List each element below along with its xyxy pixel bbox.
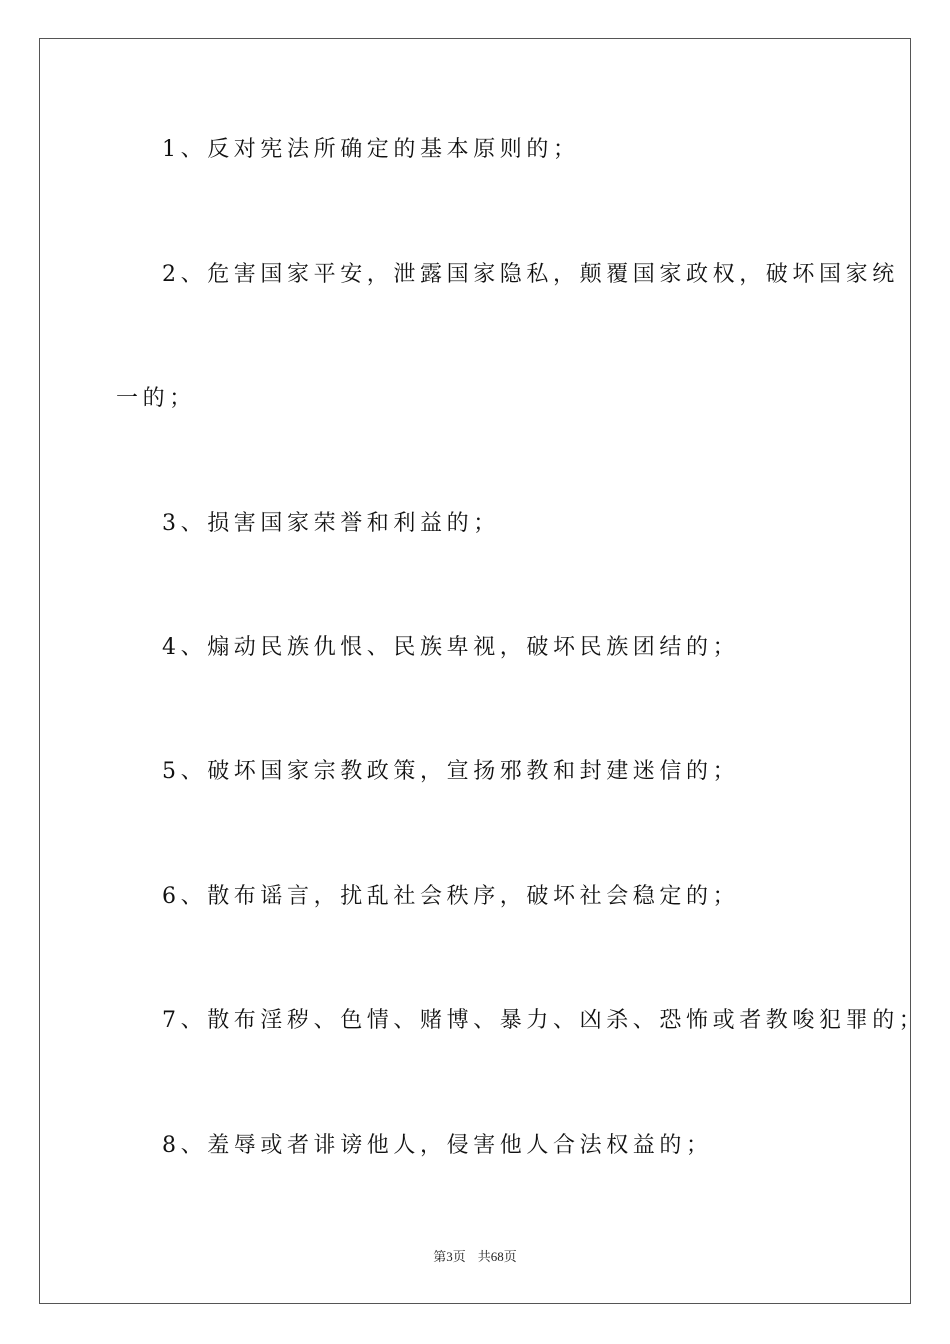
page-footer <box>0 1248 950 1266</box>
page-border <box>39 38 911 1304</box>
list-item-2: 2、危害国家平安，泄露国家隐私，颠覆国家政权，破坏国家统 <box>162 262 899 287</box>
list-item-7: 7、散布淫秽、色情、赌博、暴力、凶杀、恐怖或者教唆犯罪的； <box>162 1008 926 1033</box>
page-number: 第3页 <box>433 1249 466 1264</box>
list-item-5: 5、破坏国家宗教政策，宣扬邪教和封建迷信的； <box>162 759 740 784</box>
list-item-4: 4、煽动民族仇恨、民族卑视，破坏民族团结的； <box>162 635 740 660</box>
list-item-1: 1、反对宪法所确定的基本原则的； <box>162 137 580 162</box>
list-item-8: 8、羞辱或者诽谤他人，侵害他人合法权益的； <box>162 1133 713 1158</box>
page-total: 共68页 <box>477 1249 517 1264</box>
list-item-3: 3、损害国家荣誉和利益的； <box>162 511 500 536</box>
list-item-2-continuation: 一的； <box>116 386 196 411</box>
list-item-6: 6、散布谣言，扰乱社会秩序，破坏社会稳定的； <box>162 884 740 909</box>
